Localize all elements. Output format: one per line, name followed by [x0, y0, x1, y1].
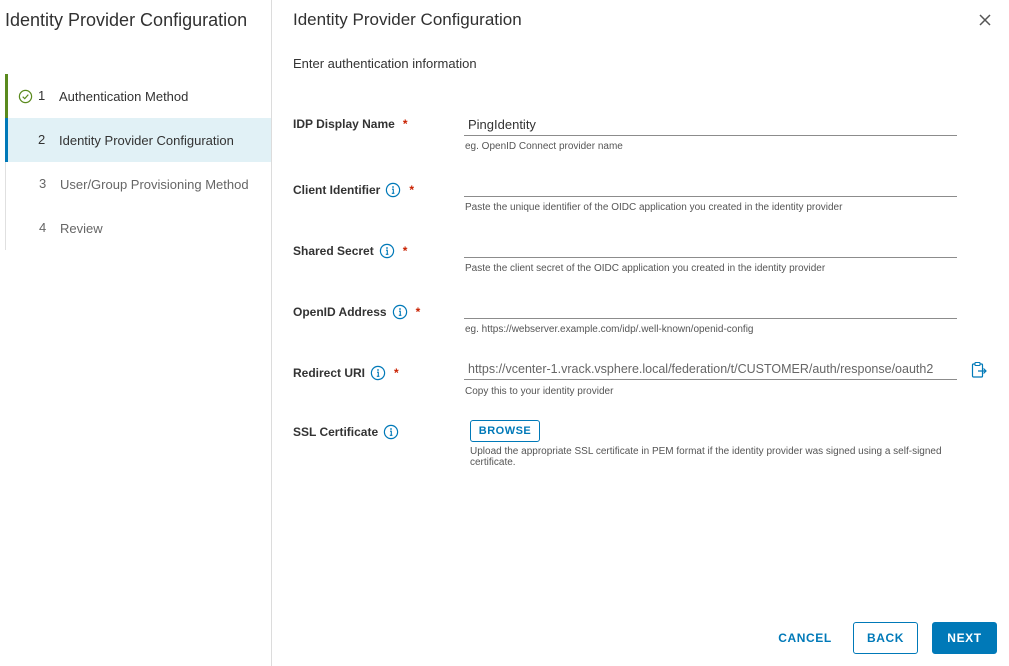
- wizard-sidebar: [0, 0, 272, 666]
- openid-address-input[interactable]: [464, 297, 957, 319]
- required-marker: *: [402, 117, 408, 131]
- idp-display-name-input[interactable]: [464, 114, 957, 136]
- ssl-certificate-helper: Upload the appropriate SSL certificate in PEM format if the identity provider was signed using a self-signed certificate.: [470, 446, 942, 468]
- redirect-uri-helper: Copy this to your identity provider: [465, 386, 614, 397]
- wizard-steps: [5, 74, 271, 250]
- openid-address-helper: eg. https://webserver.example.com/idp/.well-known/openid-config: [465, 324, 754, 335]
- copy-to-clipboard-icon[interactable]: [970, 361, 988, 379]
- check-circle-icon: [18, 89, 33, 104]
- wizard-title: Identity Provider Configuration: [5, 10, 248, 30]
- field-label-text: SSL Certificate: [293, 425, 379, 439]
- required-marker: *: [402, 244, 408, 258]
- step-label: Review: [60, 221, 103, 236]
- shared-secret-label: [293, 243, 407, 259]
- step-number: 4: [39, 220, 47, 235]
- redirect-uri-label: [293, 365, 399, 381]
- required-marker: *: [394, 366, 399, 380]
- field-label-text: OpenID Address: [293, 305, 387, 319]
- client-identifier-helper: Paste the unique identifier of the OIDC application you created in the identity provider: [465, 202, 843, 213]
- close-icon[interactable]: [976, 11, 994, 29]
- step-number: 3: [39, 176, 47, 191]
- back-button[interactable]: BACK: [853, 622, 918, 654]
- idp-display-name-label: [293, 117, 408, 131]
- field-label-text: Client Identifier: [293, 183, 381, 197]
- step-number: 2: [38, 132, 46, 147]
- step-review[interactable]: [6, 206, 271, 250]
- field-label-text: Shared Secret: [293, 244, 374, 258]
- field-label-text: Redirect URI: [293, 366, 366, 380]
- info-icon[interactable]: [379, 243, 395, 259]
- step-label: Identity Provider Configuration: [59, 133, 234, 148]
- required-marker: *: [415, 305, 421, 319]
- idp-display-name-helper: eg. OpenID Connect provider name: [465, 141, 623, 152]
- client-identifier-label: [293, 182, 414, 198]
- step-identity-provider-configuration[interactable]: [5, 118, 271, 162]
- cancel-button[interactable]: CANCEL: [770, 622, 840, 654]
- redirect-uri-input[interactable]: [464, 358, 957, 380]
- openid-address-label: [293, 304, 420, 320]
- info-icon[interactable]: [383, 424, 399, 440]
- page-title: Identity Provider Configuration: [293, 10, 522, 29]
- step-user-group-provisioning-method[interactable]: [6, 162, 271, 206]
- field-label-text: IDP Display Name: [293, 117, 395, 131]
- browse-certificate-button[interactable]: BROWSE: [470, 420, 540, 442]
- info-icon[interactable]: [370, 365, 386, 381]
- shared-secret-helper: Paste the client secret of the OIDC application you created in the identity provider: [465, 263, 826, 274]
- client-identifier-input[interactable]: [464, 175, 957, 197]
- step-label: Authentication Method: [59, 89, 189, 104]
- info-icon[interactable]: [385, 182, 401, 198]
- ssl-certificate-label: [293, 424, 399, 440]
- info-icon[interactable]: [392, 304, 408, 320]
- step-authentication-method[interactable]: [5, 74, 271, 118]
- shared-secret-input[interactable]: [464, 236, 957, 258]
- next-button[interactable]: NEXT: [932, 622, 997, 654]
- required-marker: *: [409, 183, 415, 197]
- step-number: 1: [38, 88, 46, 103]
- page-subtitle: Enter authentication information: [293, 56, 477, 71]
- step-label: User/Group Provisioning Method: [60, 177, 249, 192]
